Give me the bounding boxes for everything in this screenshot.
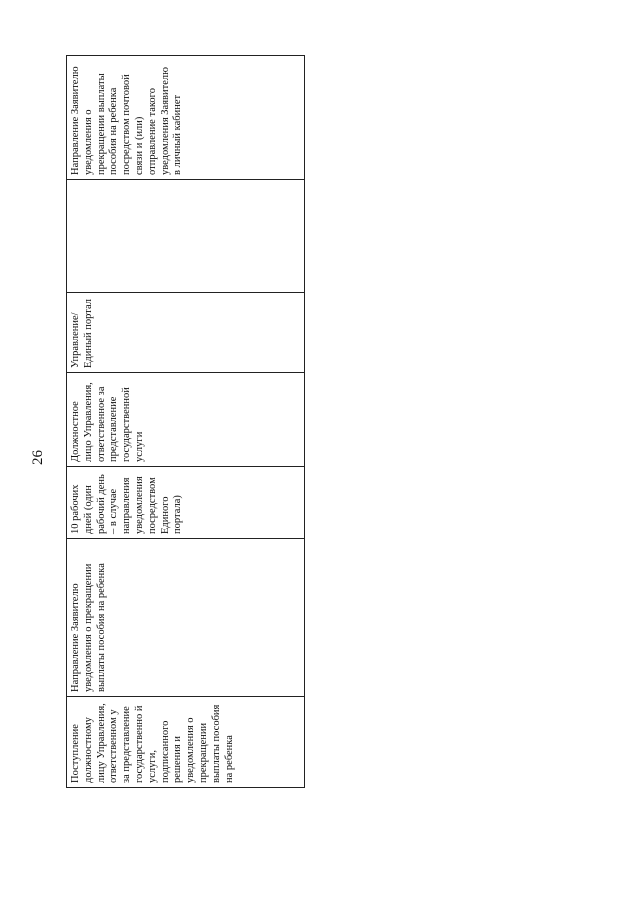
table-cell-action bbox=[67, 539, 305, 697]
table-cell-place bbox=[67, 293, 305, 373]
table-row bbox=[67, 56, 305, 788]
procedure-table bbox=[66, 55, 305, 788]
table-cell-criteria bbox=[67, 180, 305, 293]
cell-text: Направление Заявителю уведомления о прекращении выплаты пособия на ребенка bbox=[70, 563, 107, 692]
cell-text: Управление/ Единый портал bbox=[70, 299, 94, 368]
cell-text: 10 рабочих дней (один рабочий день – в случае направления уведомления посредством Единого портала) bbox=[70, 474, 184, 534]
table-cell-deadline bbox=[67, 467, 305, 539]
table-cell-responsible bbox=[67, 373, 305, 467]
cell-text: Должностное лицо Управления, ответственное за представление государственной услуги bbox=[70, 382, 145, 462]
table-cell-result bbox=[67, 56, 305, 180]
table-cell-basis bbox=[67, 697, 305, 788]
cell-text: Поступление должностному лицу Управления, ответственном у за представление государственно й услуги, подписанного решения и уведомления о прекращении выплаты пособия на ребенка bbox=[70, 703, 235, 783]
page-number: 26 bbox=[30, 450, 46, 465]
cell-text: Направление Заявителю уведомления о прекращении выплаты пособия на ребенка посредством почтовой связи и (или) отправление такого уведомления Заявителю в личный кабинет bbox=[70, 66, 184, 175]
